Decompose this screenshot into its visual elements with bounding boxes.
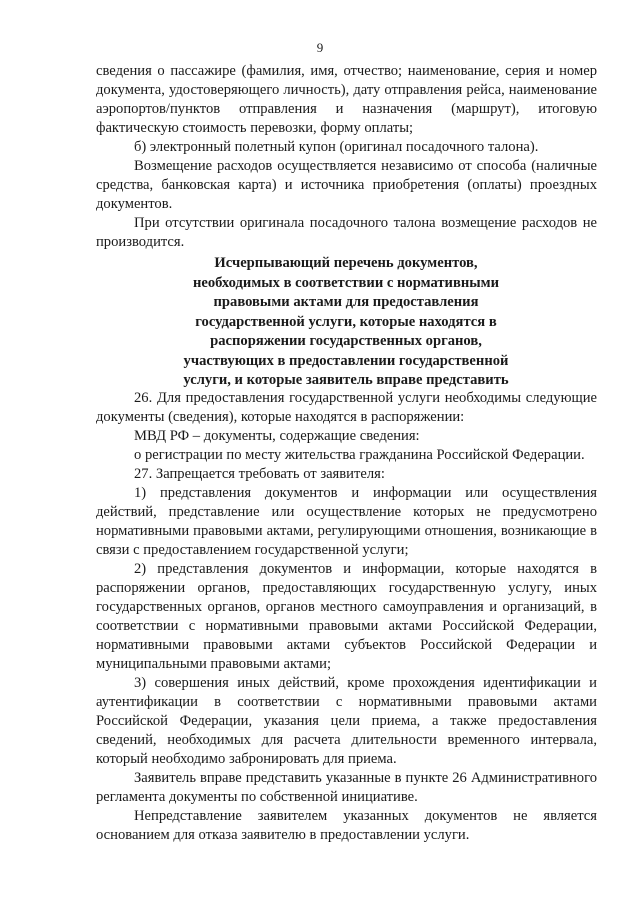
list-item-3: 3) совершения иных действий, кроме прохождения идентификации и аутентификации в соответствии с нормативными правовыми актами Российской Федерации, указания цели приема, а также предоставления сведений, необходимых для расчета длительности временного интервала, который необходимо забронировать для приема. (96, 675, 597, 767)
paragraph-boarding-coupon: б) электронный полетный купон (оригинал посадочного талона). (134, 139, 539, 155)
paragraph-passenger-info: сведения о пассажире (фамилия, имя, отчество; наименование, серия и номер документа, удостоверяющего личность), дату отправления рейса, наименование аэропортов/пунктов отправления и назначения (маршрут), итоговую фактическую стоимость перевозки, форму оплаты; (96, 63, 597, 136)
payment-info-section (96, 62, 597, 252)
paragraph-own-initiative: Заявитель вправе представить указанные в пункте 26 Административного регламента документы по собственной инициативе. (96, 770, 597, 805)
section-heading-block (170, 254, 522, 391)
paragraph-26: 26. Для предоставления государственной услуги необходимы следующие документы (сведения), которые находятся в распоряжении: (96, 390, 597, 425)
documents-section (96, 389, 597, 845)
page-number: 9 (316, 40, 324, 55)
paragraph-reimbursement: Возмещение расходов осуществляется независимо от способа (наличные средства, банковская карта) и источника приобретения (оплаты) проездных документов. (96, 158, 597, 212)
paragraph-non-submission: Непредставление заявителем указанных документов не является основанием для отказа заявителю в предоставлении услуги. (96, 808, 597, 843)
section-heading: Исчерпывающий перечень документов, необходимых в соответствии с нормативными правовыми актами для предоставления государственной услуги, которые находятся в распоряжении государственных органов, участвующих в предоставлении государственной услуги, и которые заявитель вправе представить (183, 255, 509, 388)
paragraph-mvd: МВД РФ – документы, содержащие сведения: (134, 428, 420, 444)
list-item-1: 1) представления документов и информации или осуществления действий, представление или осуществление которых не предусмотрено нормативными правовыми актами, регулирующими отношения, возникающие в связи с предоставлением государственной услуги; (96, 485, 597, 558)
paragraph-registration: о регистрации по месту жительства гражданина Российской Федерации. (134, 447, 585, 463)
paragraph-27: 27. Запрещается требовать от заявителя: (134, 466, 385, 482)
paragraph-no-original: При отсутствии оригинала посадочного талона возмещение расходов не производится. (96, 215, 597, 250)
list-item-2: 2) представления документов и информации, которые находятся в распоряжении органов, предоставляющих государственную услугу, иных государственных органов, органов местного самоуправления и организаций, в соответствии с нормативными правовыми актами Российской Федерации, нормативными правовыми актами субъектов Российской Федерации и муниципальными правовыми актами; (96, 561, 597, 672)
